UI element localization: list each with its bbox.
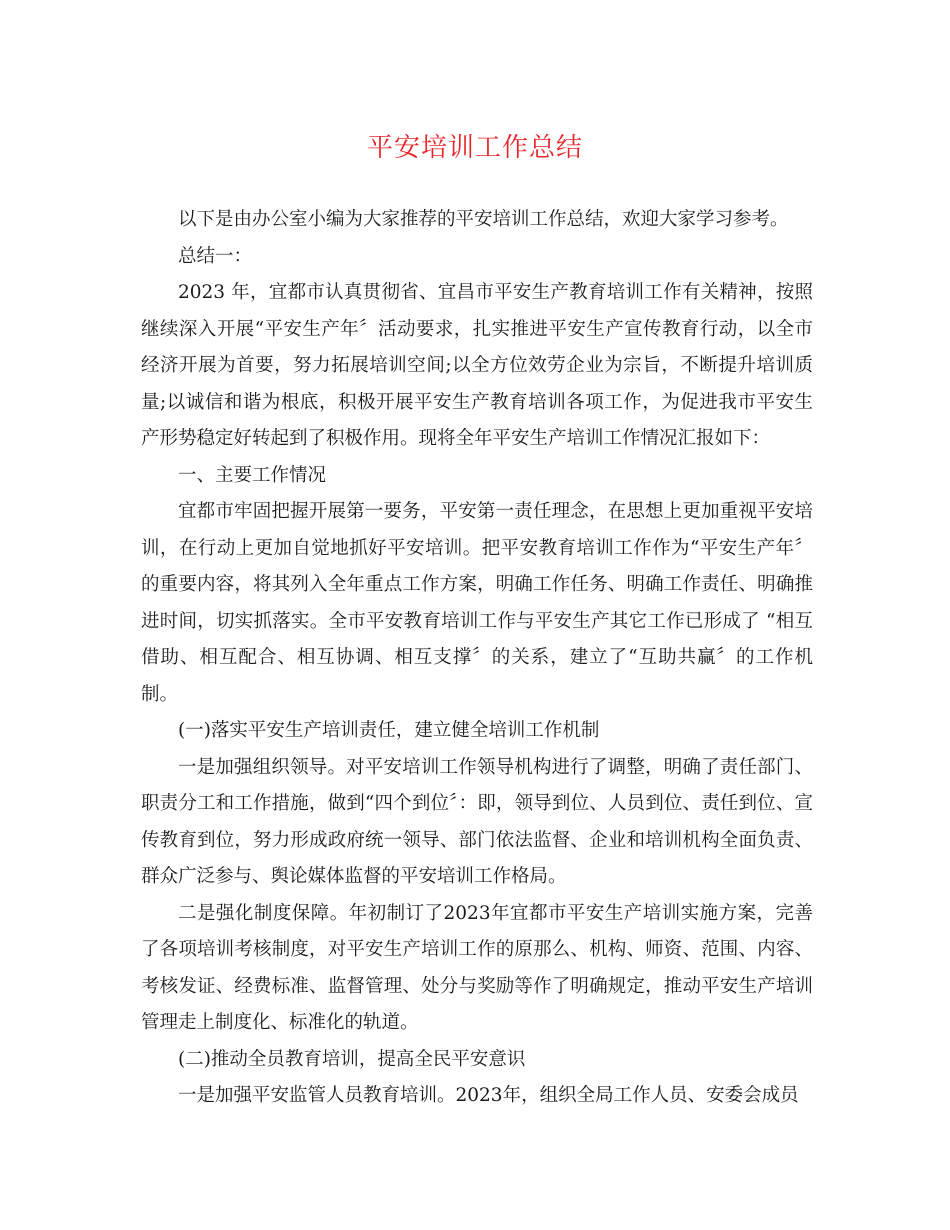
paragraph-main-work: 宜都市牢固把握开展第一要务，平安第一责任理念，在思想上更加重视平安培训，在行动上更加自觉地抓好平安培训。把平安教育培训工作作为“平安生产年〞的重要内容，将其列入全年重点工作方案，明确工作任务、明确工作责任、明确推进时间，切实抓落实。全市平安教育培训工作与平安生产其它工作已形成了 “相互借助、相互配合、相互协调、相互支撑〞的关系，建立了“互助共赢〞的工作机制。: [141, 501, 813, 705]
paragraph-supervisor-training: 一是加强平安监管人员教育培训。2023年，组织全局工作人员、安委会成员: [178, 1085, 799, 1106]
paragraph-overview: 2023 年，宜都市认真贯彻省、宜昌市平安生产教育培训工作有关精神，按照继续深入开展“平安生产年〞活动要求，扎实推进平安生产宣传教育行动，以全市经济开展为首要，努力拓展培训空间;以全方位效劳企业为宗旨，不断提升培训质量;以诚信和谐为根底，积极开展平安生产教育培训各项工作，为促进我市平安生产形势稳定好转起到了积极作用。现将全年平安生产培训工作情况汇报如下：: [141, 282, 813, 449]
document-title: 平安培训工作总结: [366, 133, 583, 163]
section-heading-main-work: 一、主要工作情况: [178, 464, 327, 486]
paragraph-leadership: 一是加强组织领导。对平安培训工作领导机构进行了调整，明确了责任部门、职责分工和工作措施，做到“四个到位〞：即，领导到位、人员到位、责任到位、宣传教育到位，努力形成政府统一领导、部门依法监督、企业和培训机构全面负责、群众广泛参与、舆论媒体监督的平安培训工作格局。: [141, 756, 813, 887]
paragraph-summary-label: 总结一：: [178, 245, 253, 267]
subsection-heading-1: (一)落实平安生产培训责任，建立健全培训工作机制: [178, 720, 600, 741]
paragraph-system: 二是强化制度保障。年初制订了2023年宜都市平安生产培训实施方案，完善了各项培训考核制度，对平安生产培训工作的原那么、机构、师资、范围、内容、考核发证、经费标准、监督管理、处分与奖励等作了明确规定，推动平安生产培训管理走上制度化、标准化的轨道。: [141, 902, 813, 1033]
document-body: [141, 202, 813, 1115]
paragraph-intro: 以下是由办公室小编为大家推荐的平安培训工作总结，欢迎大家学习参考。: [178, 209, 789, 230]
subsection-heading-2: (二)推动全员教育培训，提高全民平安意识: [178, 1048, 526, 1070]
